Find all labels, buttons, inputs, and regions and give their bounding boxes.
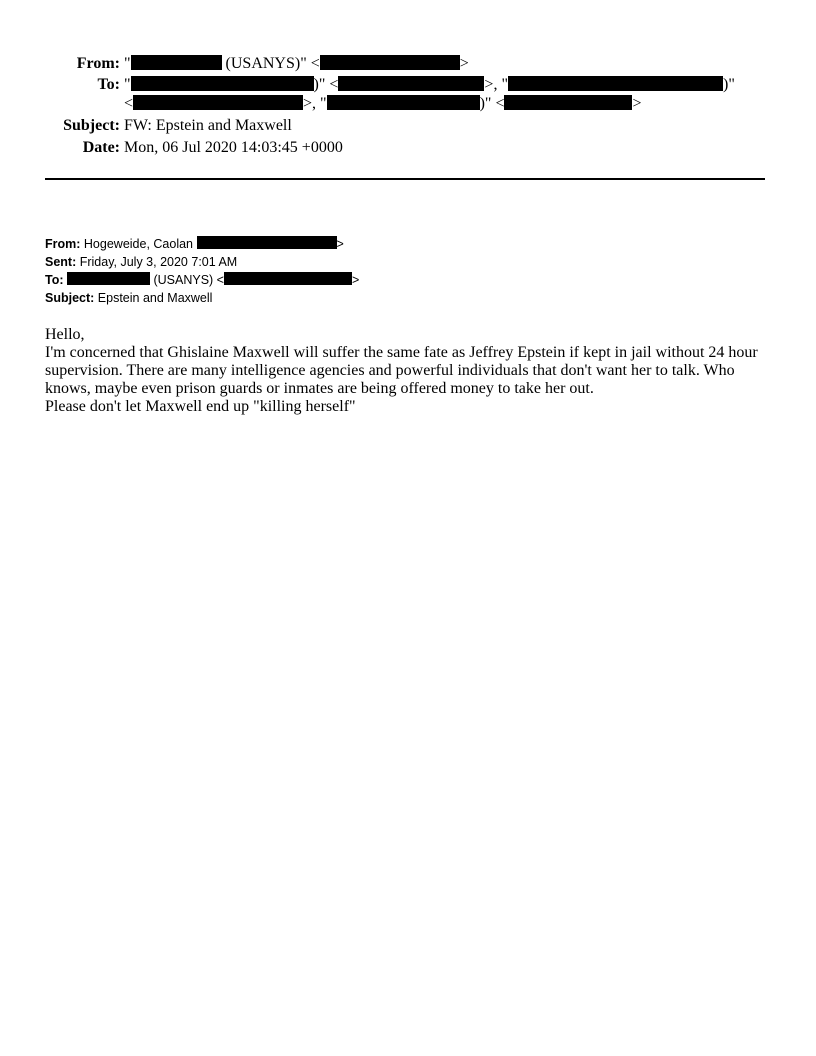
forwarded-sent-value: Friday, July 3, 2020 7:01 AM [79, 255, 238, 269]
forwarded-sent-label: Sent: [45, 255, 77, 269]
email-header [0, 54, 816, 164]
header-from-value: " (USANYS)" < > [124, 55, 469, 72]
header-to-value: " )" < >, " )" [124, 76, 735, 93]
header-to-value-continued: < >, " )" < > [124, 95, 642, 112]
header-from-label: From: [76, 55, 120, 72]
header-subject-label: Subject: [63, 117, 120, 134]
redaction-block [327, 95, 480, 110]
forwarded-sent-row [45, 253, 237, 271]
message-paragraph: I'm concerned that Ghislaine Maxwell will suffer the same fate as Jeffrey Epstein if kept in jail without 24 hour supervision. There are many intelligence agencies and powerful individuals that don't want her to talk. Who knows, maybe even prison guards or inmates are being offered money to take her out. [45, 344, 758, 397]
message-body [45, 326, 780, 416]
redaction-block [508, 76, 723, 91]
message-greeting: Hello, [45, 326, 85, 343]
forwarded-from-label: From: [45, 237, 81, 251]
forwarded-to-label: To: [45, 273, 64, 287]
redaction-block [197, 236, 337, 249]
redaction-block [131, 76, 314, 91]
message-closing: Please don't let Maxwell end up "killing herself" [45, 398, 356, 415]
redaction-block [67, 272, 150, 285]
redaction-block [224, 272, 352, 285]
forwarded-from-value: Hogeweide, Caolan [83, 237, 194, 251]
forwarded-to-row: To: (USANYS) < > [45, 273, 360, 287]
header-subject-row [0, 116, 816, 135]
redaction-block [133, 95, 303, 110]
header-date-label: Date: [82, 139, 120, 156]
redaction-block [131, 55, 222, 70]
forwarded-subject-row [45, 289, 212, 307]
header-divider [45, 178, 765, 180]
forwarded-subject-value: Epstein and Maxwell [97, 291, 213, 305]
forwarded-subject-label: Subject: [45, 291, 95, 305]
header-date-value: Mon, 06 Jul 2020 14:03:45 +0000 [124, 139, 343, 156]
redaction-block [320, 55, 460, 70]
redaction-block [504, 95, 632, 110]
header-date-row [0, 138, 816, 157]
header-from-org: (USANYS)" < [225, 55, 320, 72]
forwarded-from-row: From: Hogeweide, Caolan > [45, 237, 344, 251]
header-to-label: To: [97, 76, 120, 93]
redaction-block [338, 76, 484, 91]
header-to-row-continued [0, 94, 816, 113]
header-from-row [0, 54, 816, 73]
forwarded-to-org: (USANYS) < [153, 273, 224, 287]
header-subject-value: FW: Epstein and Maxwell [124, 117, 292, 134]
header-to-row [0, 75, 816, 94]
